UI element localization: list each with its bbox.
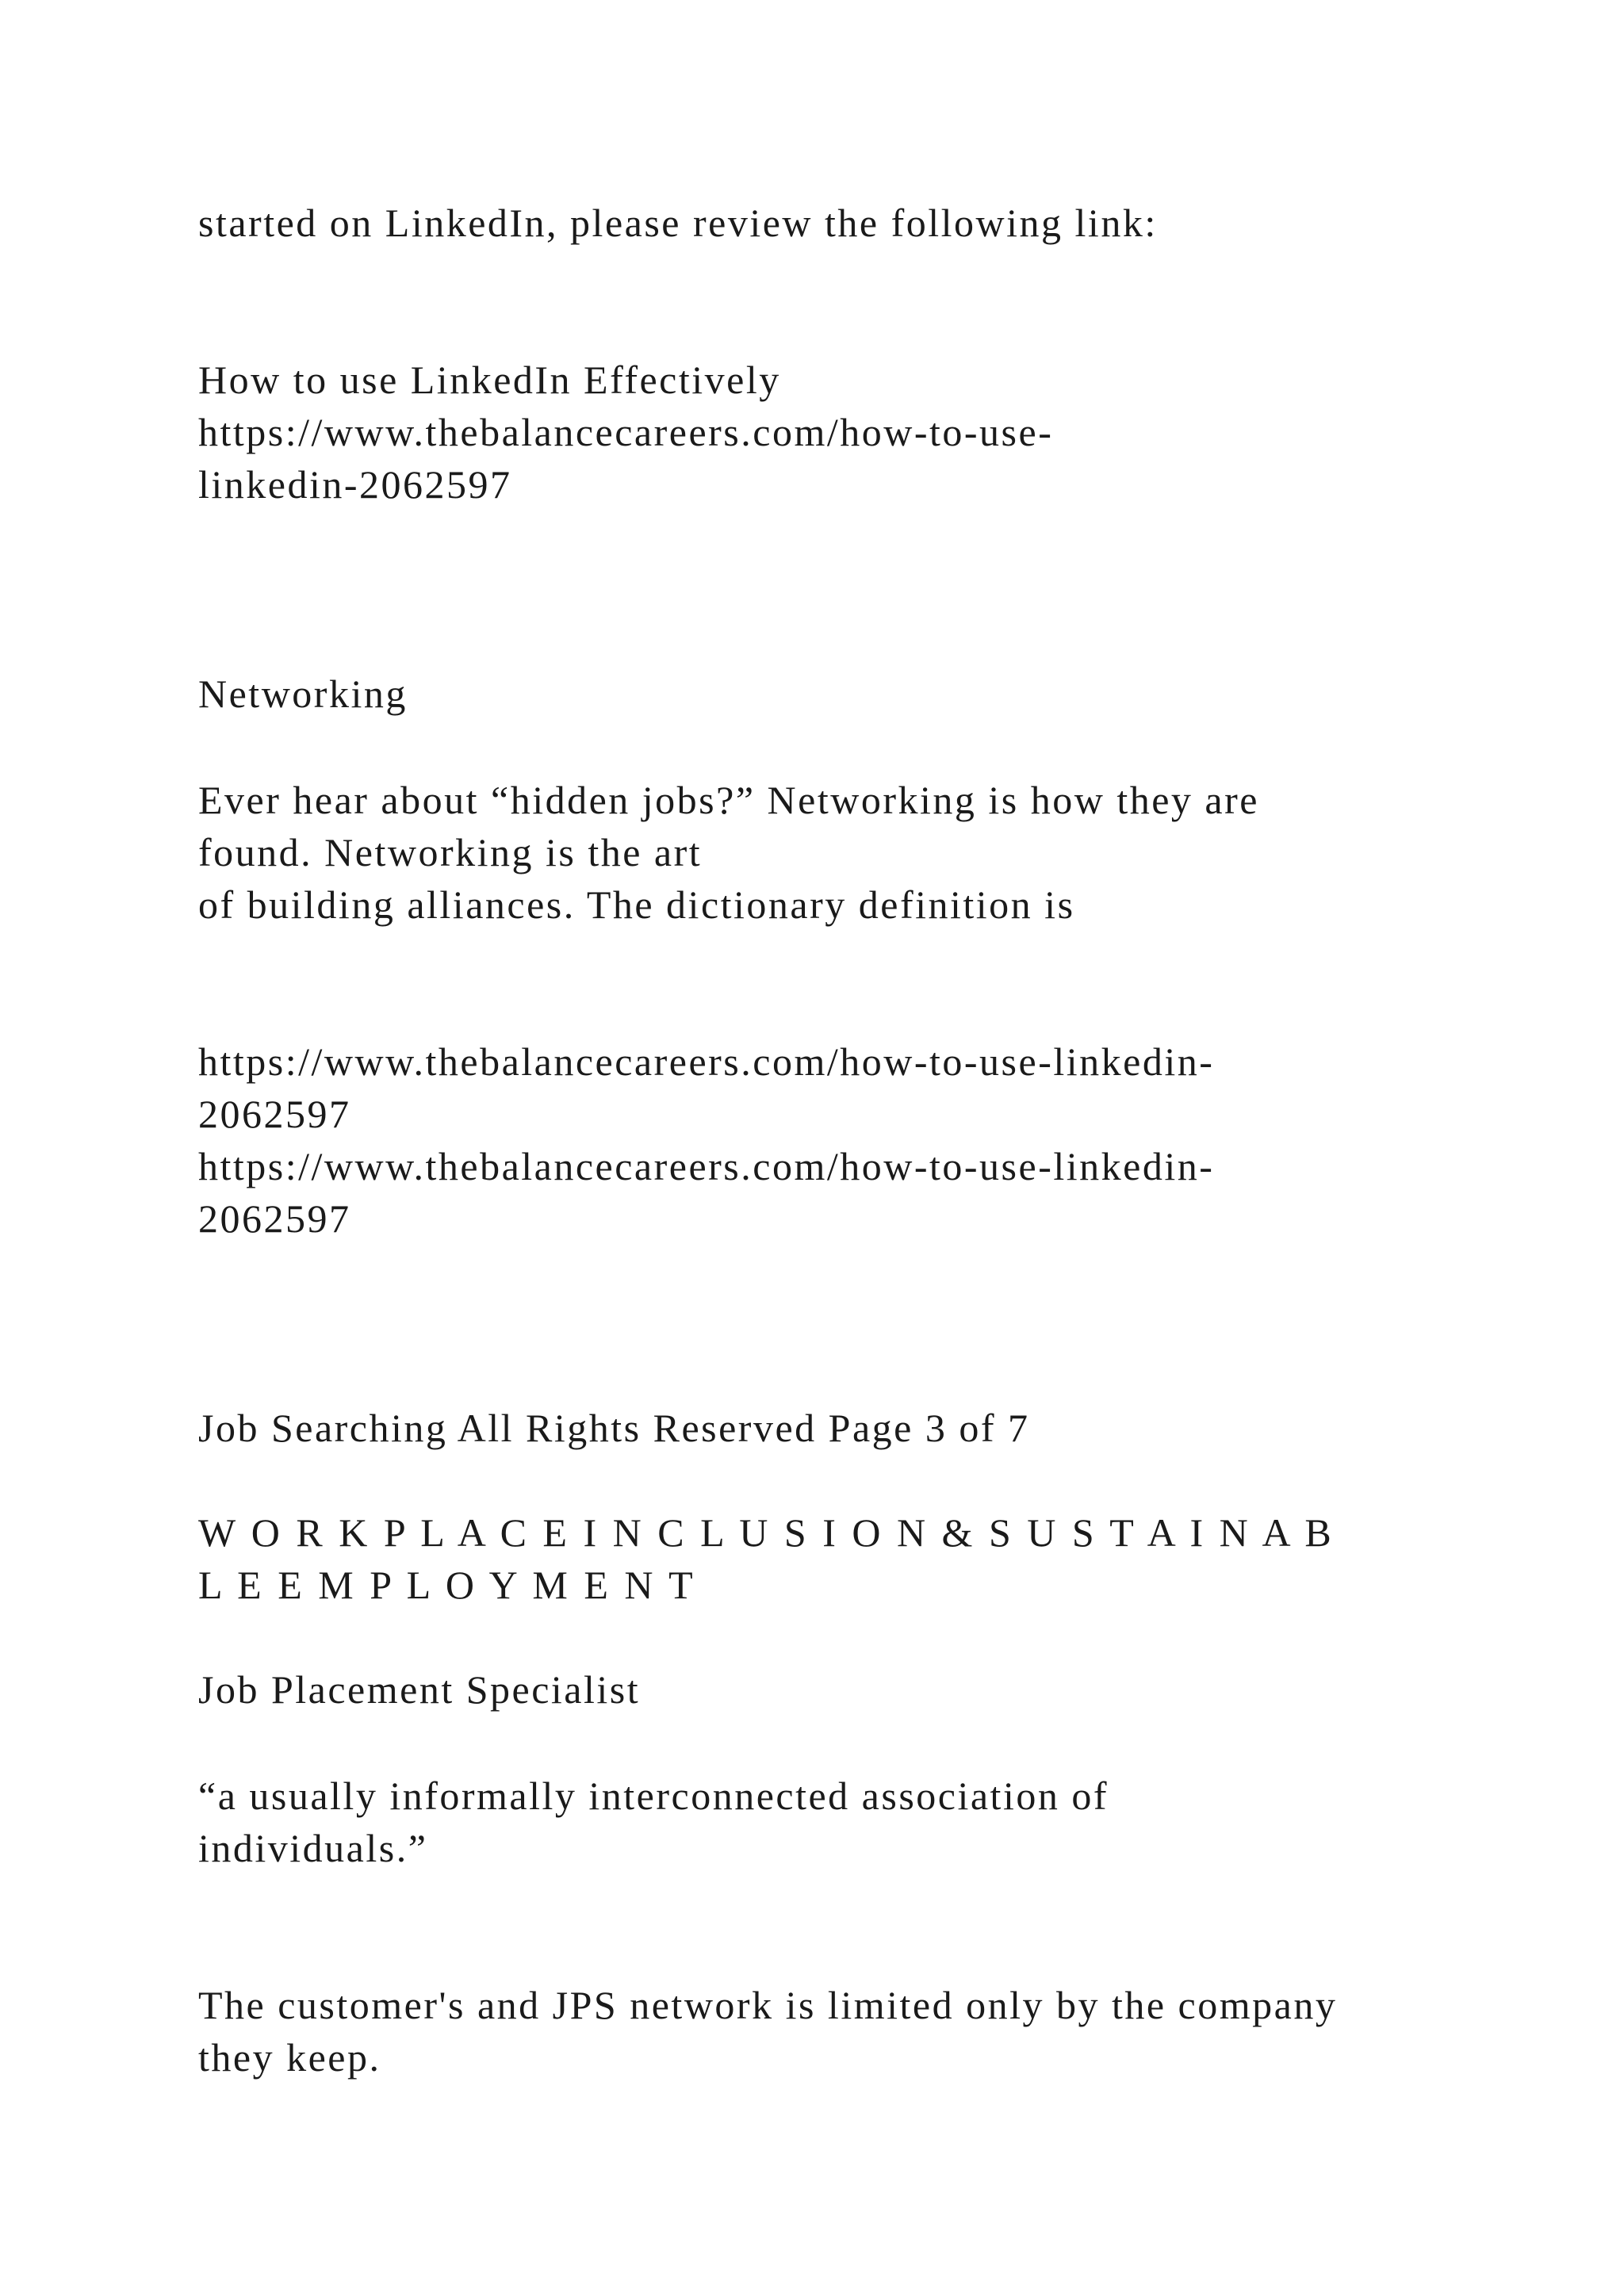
- quote-line-1: “a usually informally interconnected association of: [198, 1774, 1109, 1818]
- quote-line-2: individuals.”: [198, 1826, 428, 1870]
- header-subtitle: Job Placement Specialist: [198, 1667, 641, 1712]
- url-repeat-1-line-1: https://www.thebalancecareers.com/how-to-use-linkedin-: [198, 1039, 1215, 1084]
- closing-line-1: The customer's and JPS network is limited only by the company: [198, 1983, 1338, 2027]
- page-footer: Job Searching All Rights Reserved Page 3 of 7: [198, 1406, 1030, 1450]
- closing-line-2: they keep.: [198, 2035, 381, 2080]
- running-header-line-2: L E E M P L O Y M E N T: [198, 1563, 696, 1607]
- intro-line: started on LinkedIn, please review the following link:: [198, 201, 1158, 245]
- running-header-line-1: W O R K P L A C E I N C L U S I O N & S U S T A I N A B: [198, 1510, 1335, 1555]
- link-url-line-2: linkedin-2062597: [198, 462, 512, 507]
- link-title: How to use LinkedIn Effectively: [198, 358, 781, 402]
- paragraph-line-2: found. Networking is the art: [198, 830, 703, 874]
- url-repeat-2-line-1: https://www.thebalancecareers.com/how-to-use-linkedin-: [198, 1144, 1215, 1188]
- section-heading-networking: Networking: [198, 672, 408, 716]
- paragraph-line-3: of building alliances. The dictionary definition is: [198, 882, 1075, 927]
- paragraph-line-1: Ever hear about “hidden jobs?” Networking is how they are: [198, 778, 1259, 822]
- link-url-line-1: https://www.thebalancecareers.com/how-to-use-: [198, 410, 1054, 454]
- url-repeat-1-line-2: 2062597: [198, 1092, 351, 1136]
- url-repeat-2-line-2: 2062597: [198, 1196, 351, 1241]
